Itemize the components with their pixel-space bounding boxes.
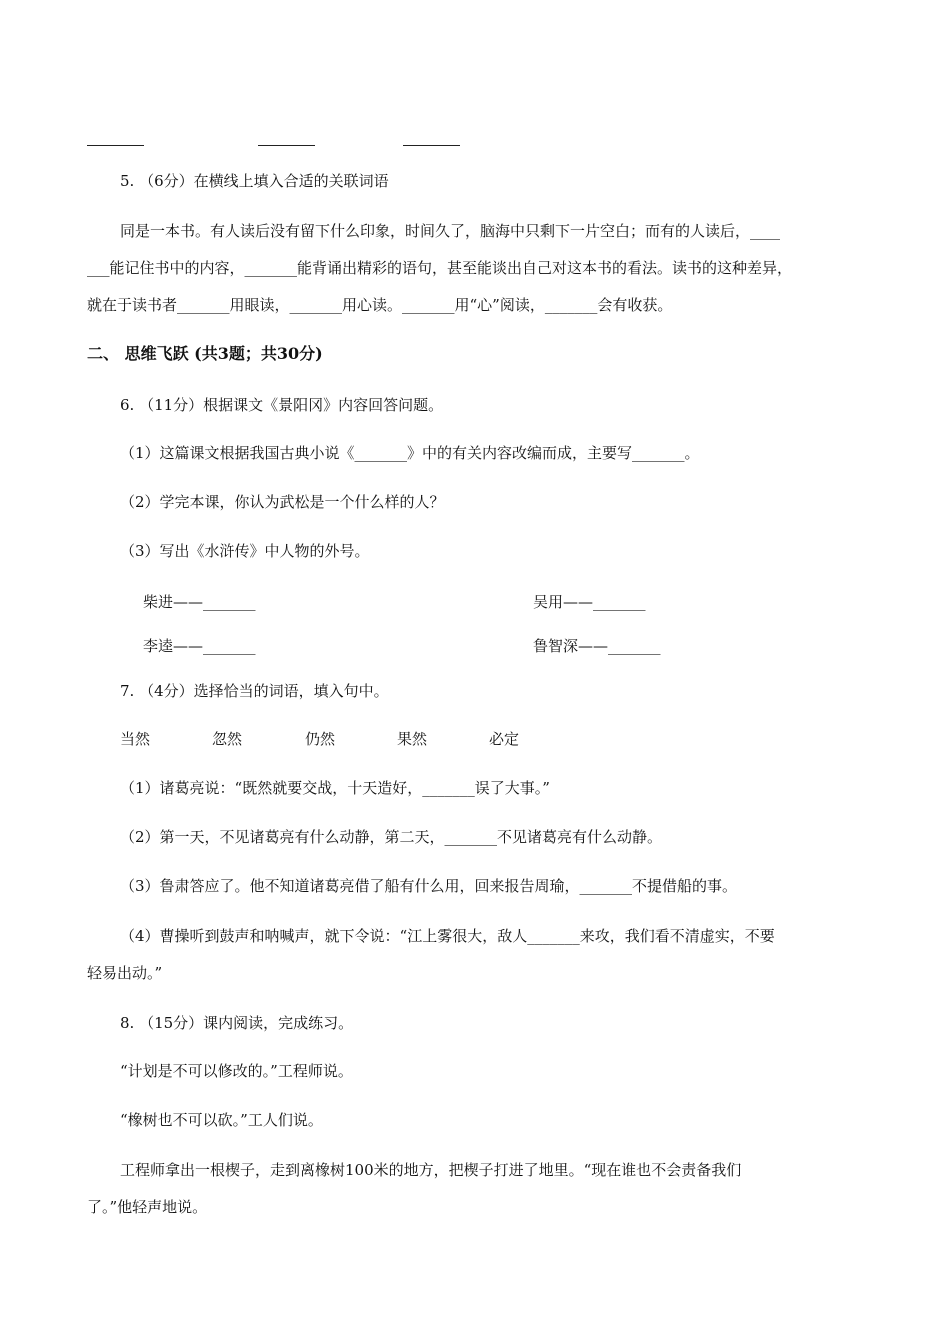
answer-blank: [403, 145, 460, 146]
word-option: 当然: [120, 730, 151, 748]
answer-blank: [87, 145, 144, 146]
nickname-luzhishen: 鲁智深——_______: [533, 637, 661, 655]
answer-blank: [258, 145, 315, 146]
word-option: 忽然: [212, 730, 243, 748]
nickname-wuyong: 吴用——_______: [533, 593, 646, 611]
word-option: 必定: [489, 730, 520, 748]
word-option: 果然: [397, 730, 428, 748]
nickname-likui: 李逵——_______: [143, 637, 256, 655]
word-option: 仍然: [305, 730, 336, 748]
nickname-chaijin: 柴进——_______: [143, 593, 256, 611]
document-page: 5. （6分）在横线上填入合适的关联词语 同是一本书。有人读后没有留下什么印象，时间久了，脑海中只剩下一片空白；而有的人读后，____ ___能记住书中的内容，_______能背诵出精彩的语句，甚至能谈出自己对这本书的看法。读书的这种差异， 就在于读书者_______用眼读，_______用心读。_______用“心”阅读，_______会有收获。 二、 思维飞跃 (共3题；共30分) 6. （11分）根据课文《景阳冈》内容回答问题。 （1）这篇课文根据我国古典小说《_______》中的有关内容改编而成，主要写_______。 （2）学完本课，你认为武松是一个什么样的人？ （3）写出《水浒传》中人物的外号。 柴进——_______ 吴用——_______ 李逵——_______ 鲁智深——_______ 7. （4分）选择恰当的词语，填入句中。 当然 忽然 仍然 果然 必定 （1）诸葛亮说：“既然就要交战，十天造好，_______误了大事。” （2）第一天，不见诸葛亮有什么动静，第二天，_______不见诸葛亮有什么动静。 （3）鲁肃答应了。他不知道诸葛亮借了船有什么用，回来报告周瑜，_______不提借船的事。 （4）曹操听到鼓声和呐喊声，就下令说：“江上雾很大，敌人_______来攻，我们看不清虚实，不要 轻易出动。” 8. （15分）课内阅读，完成练习。 “计划是不可以修改的。”工程师说。 “橡树也不可以砍。”工人们说。 工程师拿出一根楔子，走到离橡树100米的地方，把楔子打进了地里。“现在谁也不会责备我们 了。”他轻声地说。: [0, 0, 950, 1344]
